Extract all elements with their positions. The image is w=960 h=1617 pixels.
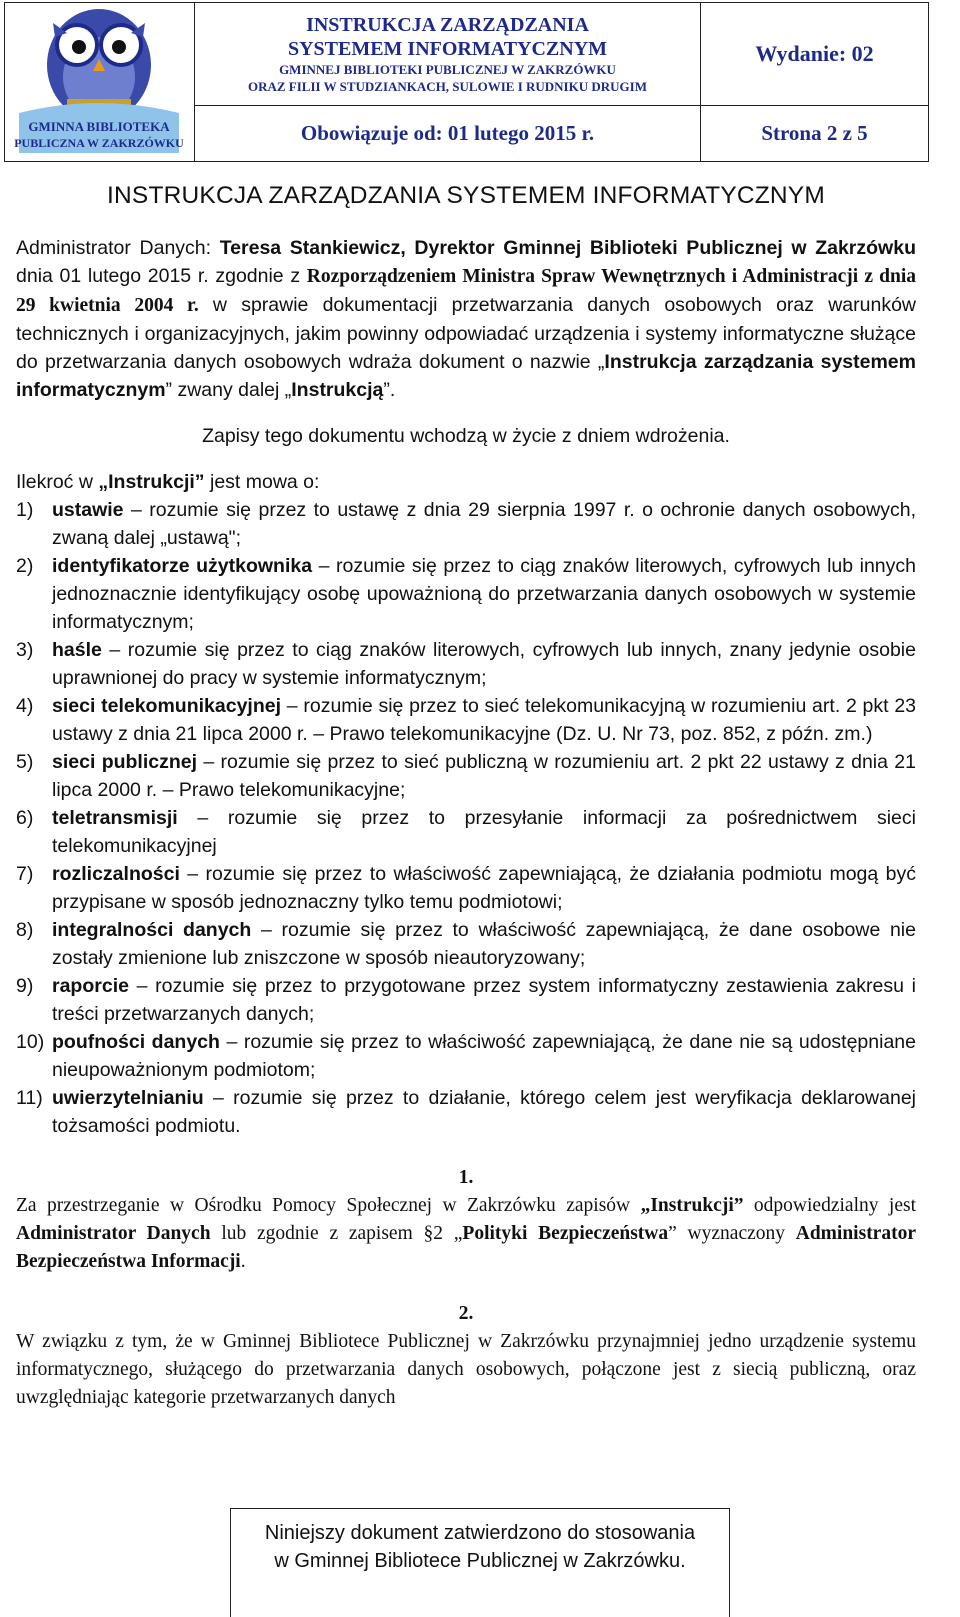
definition-term: sieci telekomunikacyjnej xyxy=(52,695,282,717)
instruction-short-name: Instrukcją xyxy=(291,379,384,401)
section-1-paragraph xyxy=(16,1192,916,1276)
definition-number: 7) xyxy=(16,863,34,885)
definition-text: – rozumie się przez to właściwość zapewniającą, że działania podmiotu mogą być przypisane w sposób jednoznaczny tylko temu podmiotowi; xyxy=(52,863,916,913)
header-title-cell xyxy=(195,3,701,106)
section-1-f: Polityki Bezpieczeństwa xyxy=(462,1223,669,1244)
definition-text: – rozumie się przez to sieć publiczną w rozumieniu art. 2 pkt 22 ustawy z dnia 21 lipca 2000 r. – Prawo telekomunikacyjne; xyxy=(52,751,916,801)
definition-number: 1) xyxy=(16,499,34,521)
logo-text-line1: GMINNA BIBLIOTEKA xyxy=(28,119,170,134)
definition-text: – rozumie się przez to przesyłanie informacji za pośrednictwem sieci telekomunikacyjnej xyxy=(52,807,916,857)
definition-item xyxy=(16,1028,916,1084)
approval-footer xyxy=(230,1508,730,1617)
definition-term: teletransmisji xyxy=(52,807,178,829)
definition-text: – rozumie się przez to przygotowane przez system informatyczny zestawienia zakresu i treści przetwarzanych danych; xyxy=(52,975,916,1025)
definition-text: – rozumie się przez to ciąg znaków literowych, cyfrowych lub innych, znany jedynie osobie uprawnionej do pracy w systemie informatycznym; xyxy=(52,639,916,689)
header-title-line3: GMINNEJ BIBLIOTEKI PUBLICZNEJ W ZAKRZÓWKU xyxy=(279,62,616,77)
library-logo xyxy=(5,3,195,161)
definition-number: 4) xyxy=(16,695,34,717)
definition-item xyxy=(16,636,916,692)
section-1-b: „Instrukcji” xyxy=(640,1195,744,1216)
section-1-a: Za przestrzeganie w Ośrodku Pomocy Społecznej w Zakrzówku zapisów xyxy=(16,1195,641,1216)
definition-text: – rozumie się przez to ciąg znaków literowych, cyfrowych lub innych jednoznacznie identyfikujący osobę upoważnioną do przetwarzania danych osobowych w systemie informatycznym; xyxy=(52,555,916,633)
regulation-reference: Rozporządzeniem Ministra Spraw Wewnętrznych i Administracji z dnia 29 kwietnia 2004 r. xyxy=(16,266,916,316)
definition-term: integralności danych xyxy=(52,919,252,941)
definition-term: ustawie xyxy=(52,499,124,521)
valid-from-label: Obowiązuje od: 01 lutego 2015 r. xyxy=(195,106,701,161)
document-body xyxy=(16,182,916,1412)
intro-text-g: ” zwany dalej „ xyxy=(165,379,292,401)
definition-text: – rozumie się przez to właściwość zapewniającą, że dane osobowe nie zostały zmienione lub zniszczone w sposób nieautoryzowany; xyxy=(52,919,916,969)
definition-number: 3) xyxy=(16,639,34,661)
section-1-i: . xyxy=(240,1251,246,1272)
intro-paragraph xyxy=(16,234,916,404)
definition-item xyxy=(16,692,916,748)
definition-item xyxy=(16,552,916,636)
definition-number: 10) xyxy=(16,1031,45,1053)
instruction-name: Instrukcja zarządzania systemem informatycznym xyxy=(16,351,916,401)
definition-item xyxy=(16,972,916,1028)
owl-logo-icon xyxy=(5,3,193,159)
header-title-line2: SYSTEMEM INFORMATYCZNYM xyxy=(287,38,608,60)
definition-number: 5) xyxy=(16,751,34,773)
edition-label: Wydanie: 02 xyxy=(701,3,928,106)
definition-item xyxy=(16,804,916,860)
definition-term: haśle xyxy=(52,639,102,661)
definition-term: rozliczalności xyxy=(52,863,180,885)
section-1-g: ” wyznaczony xyxy=(668,1223,796,1244)
definitions-intro-b: „Instrukcji” xyxy=(98,471,205,493)
definition-number: 11) xyxy=(16,1087,43,1109)
intro-text-e: w sprawie dokumentacji przetwarzania danych osobowych oraz warunków technicznych i organizacyjnych, jakim powinny odpowiadać urządzenia i systemy informatyczne służące do przetwarzania danych osobowych wdraża dokument o nazwie „ xyxy=(16,294,917,373)
definition-term: uwierzytelnianiu xyxy=(52,1087,204,1109)
logo-text-line2: PUBLICZNA W ZAKRZÓWKU xyxy=(14,136,184,150)
intro-text-a: Administrator Danych: xyxy=(16,237,220,259)
page-number-label: Strona 2 z 5 xyxy=(761,121,868,145)
section-2-paragraph: W związku z tym, że w Gminnej Bibliotece Publicznej w Zakrzówku przynajmniej jedno urządzenie systemu informatycznego, służącego do przetwarzania danych osobowych, połączone jest z siecią publiczną, oraz uwzględniając kategorie przetwarzanych danych xyxy=(16,1331,916,1408)
administrator-name: Teresa Stankiewicz, Dyrektor Gminnej Biblioteki Publicznej w Zakrzówku xyxy=(219,237,916,259)
section-1-number: 1. xyxy=(458,1167,474,1188)
definition-item xyxy=(16,748,916,804)
definition-term: poufności danych xyxy=(52,1031,220,1053)
definition-number: 8) xyxy=(16,919,34,941)
entry-into-force: Zapisy tego dokumentu wchodzą w życie z dniem wdrożenia. xyxy=(202,425,730,447)
intro-text-i: ”. xyxy=(383,379,396,401)
section-1-h: Administrator Bezpieczeństwa Informacji xyxy=(16,1223,916,1272)
definitions-intro-a: Ilekroć w xyxy=(16,471,99,493)
definition-item xyxy=(16,1084,916,1140)
definitions-intro xyxy=(16,468,916,496)
section-1-c: odpowiedzialny jest xyxy=(743,1195,916,1216)
definition-text: – rozumie się przez to właściwość zapewniającą, że dane nie są udostępniane nieupoważnionym podmiotom; xyxy=(52,1031,916,1081)
intro-text-c: dnia 01 lutego 2015 r. zgodnie z xyxy=(16,265,307,287)
document-header xyxy=(4,2,929,162)
header-title-line4: ORAZ FILII W STUDZIANKACH, SULOWIE I RUDNIKU DRUGIM xyxy=(248,79,647,94)
definition-term: raporcie xyxy=(52,975,129,997)
definition-text: – rozumie się przez to działanie, którego celem jest weryfikacja deklarowanej tożsamości podmiotu. xyxy=(52,1087,916,1137)
definition-item xyxy=(16,860,916,916)
definition-item xyxy=(16,916,916,972)
definition-number: 6) xyxy=(16,807,34,829)
document-title: INSTRUKCJA ZARZĄDZANIA SYSTEMEM INFORMATYCZNYM xyxy=(107,182,825,209)
section-2-number: 2. xyxy=(458,1303,474,1324)
definition-item xyxy=(16,496,916,552)
definition-term: sieci publicznej xyxy=(52,751,198,773)
footer-line1: Niniejszy dokument zatwierdzono do stosowania xyxy=(264,1522,696,1544)
header-title-line1: INSTRUKCJA ZARZĄDZANIA xyxy=(306,14,589,36)
footer-line2: w Gminnej Bibliotece Publicznej w Zakrzówku. xyxy=(274,1550,686,1572)
definition-number: 9) xyxy=(16,975,34,997)
definition-text: – rozumie się przez to ustawę z dnia 29 sierpnia 1997 r. o ochronie danych osobowych, zwaną dalej „ustawą"; xyxy=(52,499,916,549)
section-1-d: Administrator Danych xyxy=(16,1223,211,1244)
definition-text: – rozumie się przez to sieć telekomunikacyjną w rozumieniu art. 2 pkt 23 ustawy z dnia 21 lipca 2000 r. – Prawo telekomunikacyjne (Dz. U. Nr 73, poz. 852, z późn. zm.) xyxy=(52,695,917,745)
definition-term: identyfikatorze użytkownika xyxy=(52,555,313,577)
section-1-e: lub zgodnie z zapisem §2 „ xyxy=(210,1223,463,1244)
definitions-intro-c: jest mowa o: xyxy=(204,471,320,493)
definition-number: 2) xyxy=(16,555,34,577)
definitions-list xyxy=(16,496,916,1140)
